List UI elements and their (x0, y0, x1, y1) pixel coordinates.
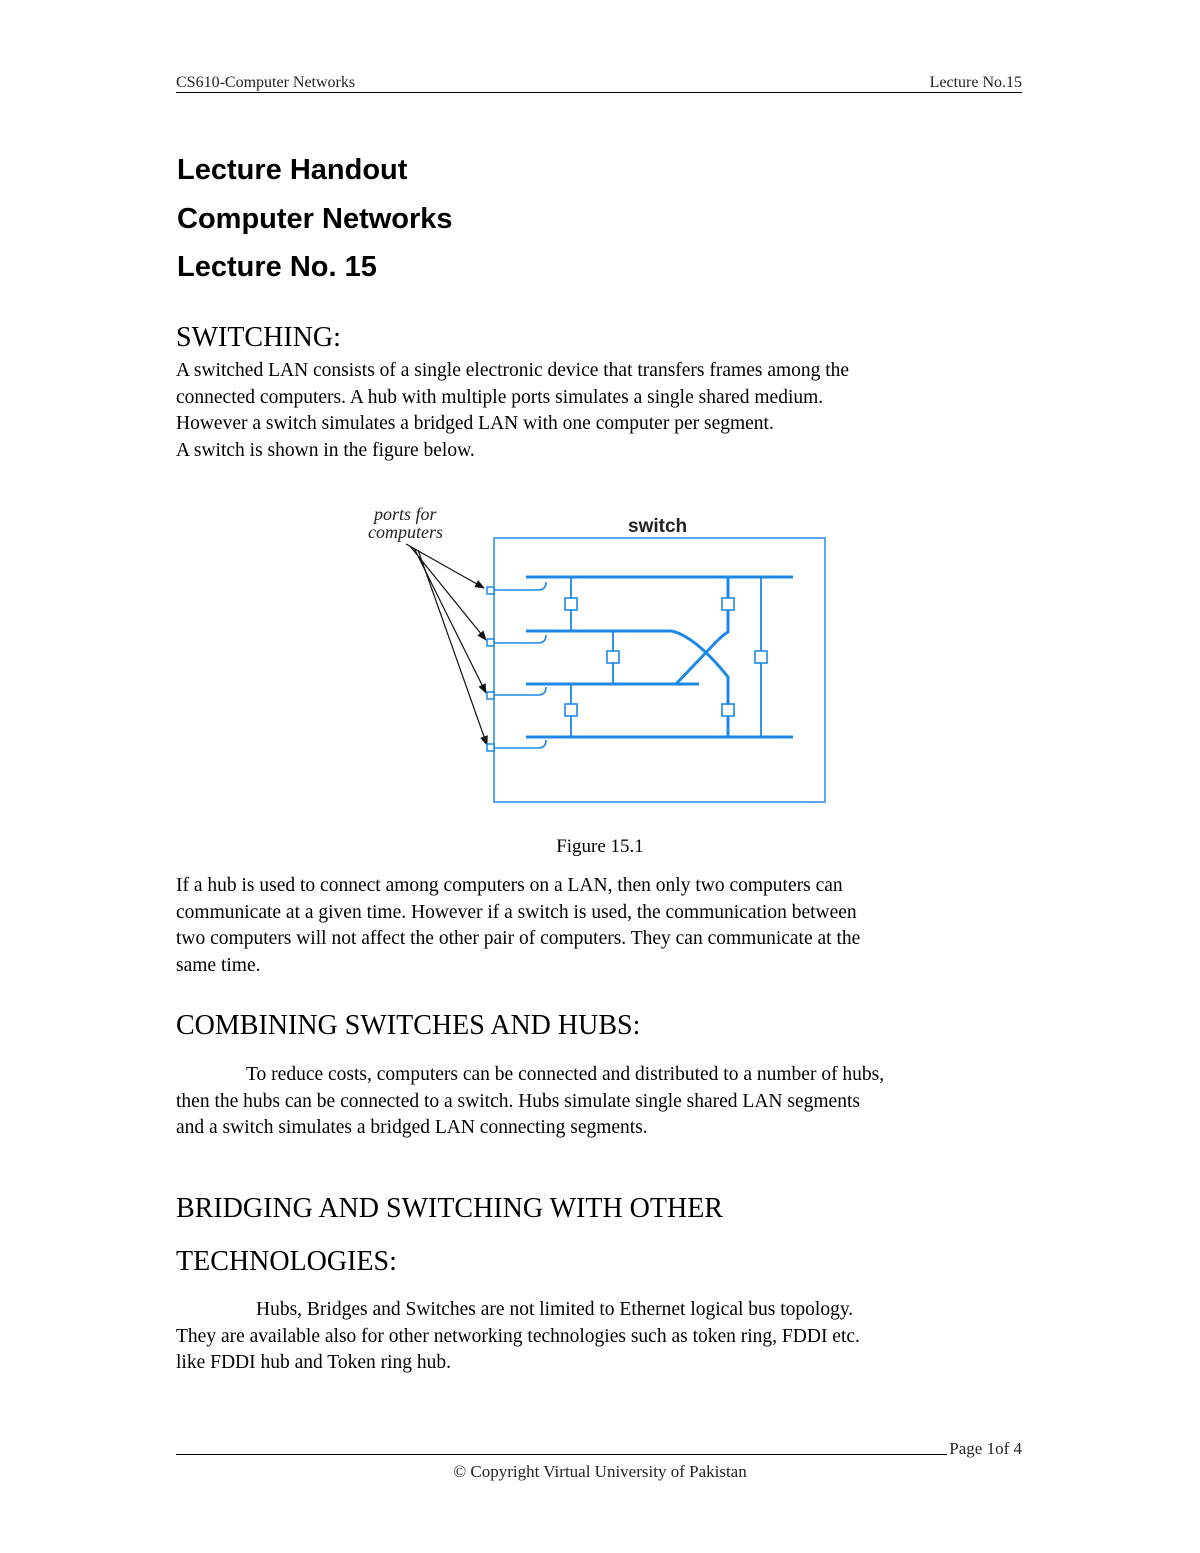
page-header (176, 74, 1022, 93)
paragraph-switching (176, 358, 1026, 464)
bridge-box-5 (722, 704, 734, 716)
connector-3 (494, 687, 546, 695)
paragraph-hub-vs-switch (176, 873, 1026, 979)
paragraph-line: Hubs, Bridges and Switches are not limited to Ethernet logical bus topology. (256, 1299, 854, 1320)
figure-caption: Figure 15.1 (556, 836, 644, 857)
page-number: Page 1of 4 (949, 1439, 1022, 1458)
paragraph-line: They are available also for other networking technologies such as token ring, FDDI etc. (176, 1325, 860, 1347)
copyright-notice: © Copyright Virtual University of Pakistan (453, 1462, 747, 1481)
port-connectors (494, 582, 546, 748)
heading-switching: SWITCHING: (176, 322, 341, 353)
paragraph-line: communicate at a given time. However if a switch is used, the communication between (176, 901, 857, 923)
paragraph-line: A switch is shown in the figure below. (176, 439, 475, 461)
paragraph-line: two computers will not affect the other pair of computers. They can communicate at the (176, 928, 861, 949)
connector-4 (494, 740, 546, 748)
paragraph-combining (176, 1062, 1026, 1142)
bridge-boxes (565, 598, 767, 716)
title-lecture-handout: Lecture Handout (177, 154, 408, 186)
ports-label-line1: ports for (374, 504, 437, 524)
bridge-box-2 (607, 651, 619, 663)
paragraph-line: If a hub is used to connect among computers on a LAN, then only two computers can (176, 875, 843, 896)
switch-label: switch (628, 516, 688, 537)
paragraph-line: A switched LAN consists of a single electronic device that transfers frames among the (176, 360, 850, 381)
bridge-box-4 (722, 598, 734, 610)
paragraph-line: However a switch simulates a bridged LAN with one computer per segment. (176, 413, 774, 434)
port-2 (487, 639, 494, 646)
heading-bridging-line1: BRIDGING AND SWITCHING WITH OTHER (176, 1193, 723, 1224)
title-computer-networks: Computer Networks (177, 203, 453, 235)
connector-1 (494, 582, 546, 590)
port-4 (487, 744, 494, 751)
crossover (672, 577, 728, 737)
port-1 (487, 587, 494, 594)
arrow-to-port-4 (418, 550, 487, 745)
paragraph-line: and a switch simulates a bridged LAN connecting segments. (176, 1117, 648, 1138)
port-3 (487, 692, 494, 699)
heading-combining: COMBINING SWITCHES AND HUBS: (176, 1010, 641, 1041)
ports-label-line2: computers (368, 522, 443, 542)
bridge-box-3 (565, 704, 577, 716)
paragraph-line: connected computers. A hub with multiple ports simulates a single shared medium. (176, 386, 824, 408)
footer-rule (176, 1454, 1022, 1455)
title-lecture-number: Lecture No. 15 (177, 251, 377, 283)
ports (487, 587, 494, 751)
header-course: CS610-Computer Networks (176, 74, 356, 91)
paragraph-line: same time. (176, 954, 261, 976)
heading-bridging-line2: TECHNOLOGIES: (176, 1246, 397, 1277)
port-arrows (406, 544, 487, 745)
bridge-box-6 (755, 651, 767, 663)
paragraph-line: To reduce costs, computers can be connected and distributed to a number of hubs, (246, 1064, 885, 1085)
connector-2 (494, 635, 546, 643)
bridge-box-1 (565, 598, 577, 610)
header-lecture: Lecture No.15 (929, 74, 1022, 91)
paragraph-line: then the hubs can be connected to a switch. Hubs simulate single shared LAN segments (176, 1090, 860, 1112)
switch-diagram (356, 492, 840, 818)
paragraph-bridging (176, 1297, 1026, 1377)
paragraph-line: like FDDI hub and Token ring hub. (176, 1352, 452, 1373)
